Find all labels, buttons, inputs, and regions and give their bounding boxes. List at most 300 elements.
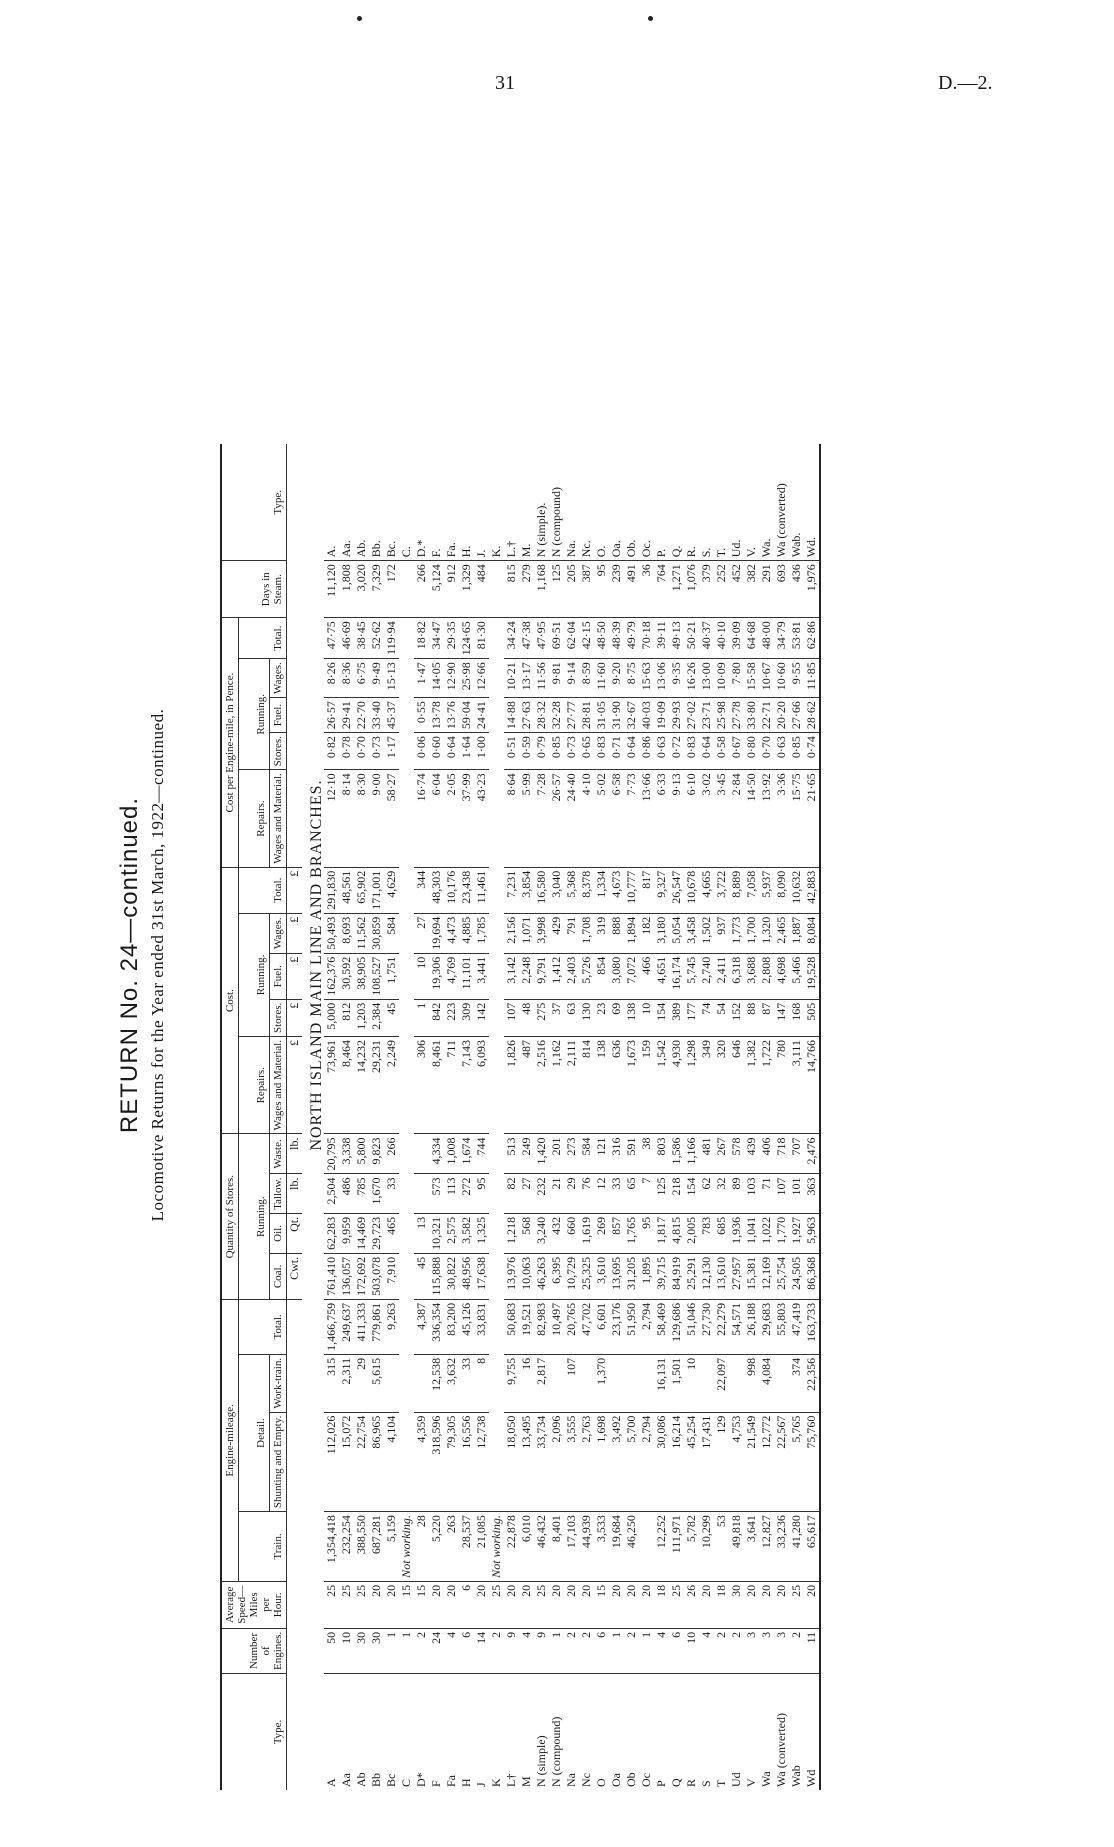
section-block xyxy=(238,140,326,1790)
cell-total: 27,730 xyxy=(699,1299,714,1354)
cell-work: 29 xyxy=(354,1354,369,1412)
cell-n: 2 xyxy=(789,1628,804,1673)
cell-sp: 25 xyxy=(669,1581,684,1628)
cell-cst: 0·63 xyxy=(774,733,789,770)
cell-total: 33,831 xyxy=(474,1299,489,1354)
cell-coal: 39,715 xyxy=(654,1253,669,1299)
cell-cst: 0·85 xyxy=(549,733,564,770)
cell-cst: 0·86 xyxy=(639,733,654,770)
cell-fuel: 162,376 xyxy=(324,953,339,999)
cell-train: 232,254 xyxy=(339,1512,354,1582)
cell-cst: 0·71 xyxy=(609,733,624,770)
cell-crep: 8·14 xyxy=(339,770,354,867)
cell-n: 3 xyxy=(759,1628,774,1673)
cell-fuel: 3,080 xyxy=(609,953,624,999)
cell-st: 63 xyxy=(564,999,579,1036)
cell-cfuel: 27·02 xyxy=(684,698,699,733)
cell-train: 33,236 xyxy=(774,1512,789,1582)
cell-cst: 0·85 xyxy=(789,733,804,770)
cell-oil: 1,817 xyxy=(654,1213,669,1253)
cell-work xyxy=(624,1354,639,1412)
cell-tot: 8,090 xyxy=(774,867,789,913)
cell-tot: 7,058 xyxy=(744,867,759,913)
cell-shunt: 4,359 xyxy=(414,1412,429,1511)
cell-type: Wab xyxy=(789,1765,804,1787)
table-row xyxy=(414,444,429,1790)
cell-cwag: 11·60 xyxy=(594,659,609,698)
cell-work xyxy=(384,1354,399,1412)
cell-type: C xyxy=(399,1778,414,1787)
cell-work xyxy=(579,1354,594,1412)
cell-st: 37 xyxy=(549,999,564,1036)
cell-n: 3 xyxy=(774,1628,789,1673)
cell-cwag: 12·66 xyxy=(474,659,489,698)
cell-cwag: 12·90 xyxy=(444,659,459,698)
cell-cfuel: 59·04 xyxy=(459,698,474,733)
return-subtitle: Locomotive Returns for the Year ended 31st March, 1922—continued. xyxy=(148,708,167,1222)
cell-work: 16,131 xyxy=(654,1354,669,1412)
cell-fuel: 4,769 xyxy=(444,953,459,999)
cell-train: 5,782 xyxy=(684,1512,699,1582)
cell-type: J xyxy=(474,1782,489,1787)
empty-cells xyxy=(489,618,504,1512)
cell-crep: 4·10 xyxy=(579,770,594,867)
cell-oil: 14,469 xyxy=(354,1213,369,1253)
cell-tallow: 21 xyxy=(549,1174,564,1213)
cell-wag: 1,700 xyxy=(744,913,759,953)
cell-coal: 48,956 xyxy=(459,1253,474,1299)
cell-cwag: 16·26 xyxy=(684,659,699,698)
cell-crep: 13·92 xyxy=(759,770,774,867)
cell-oil: 1,041 xyxy=(744,1213,759,1253)
cell-work: 107 xyxy=(564,1354,579,1412)
cell-type2: Ob. xyxy=(624,444,639,561)
cell-work: 1,370 xyxy=(594,1354,609,1412)
cell-coal: 86,368 xyxy=(804,1253,820,1299)
cell-work xyxy=(609,1354,624,1412)
cell-type: N (compound) xyxy=(549,1716,564,1787)
cell-work: 374 xyxy=(789,1354,804,1412)
cell-ctot: 40·10 xyxy=(714,618,729,659)
cell-type2: Oc. xyxy=(639,444,654,561)
cell-n: 2 xyxy=(489,1628,504,1673)
cell-tot: 171,001 xyxy=(369,867,384,913)
cell-cst: 0·78 xyxy=(339,733,354,770)
cell-wag: 584 xyxy=(384,913,399,953)
cell-wag: 8,693 xyxy=(339,913,354,953)
cell-rep: 14,232 xyxy=(354,1037,369,1134)
cell-st: 5,000 xyxy=(324,999,339,1036)
cell-days: 239 xyxy=(609,561,624,618)
cell-type2: Bc. xyxy=(384,444,399,561)
cell-waste: 718 xyxy=(774,1134,789,1174)
cell-fuel: 19,306 xyxy=(429,953,444,999)
cell-rep: 1,382 xyxy=(744,1037,759,1134)
col-cost-stores: Stores. xyxy=(270,999,287,1036)
cell-coal: 31,205 xyxy=(624,1253,639,1299)
cell-wag: 1,785 xyxy=(474,913,489,953)
cell-cst: 0·63 xyxy=(654,733,669,770)
cell-cfuel: 24·41 xyxy=(474,698,489,733)
cell-crep: 6·33 xyxy=(654,770,669,867)
cell-shunt: 318,596 xyxy=(429,1412,444,1511)
table-row xyxy=(504,444,519,1790)
cell-work: 33 xyxy=(459,1354,474,1412)
cell-tot: 8,378 xyxy=(579,867,594,913)
cell-cwag: 11·56 xyxy=(534,659,549,698)
cell-total: 19,521 xyxy=(519,1299,534,1354)
table-row xyxy=(609,444,624,1790)
cell-cfuel: 32·67 xyxy=(624,698,639,733)
cell-sp: 25 xyxy=(324,1581,339,1628)
cell-train: 65,617 xyxy=(804,1512,820,1582)
cell-days: 484 xyxy=(474,561,489,618)
cell-wag: 3,458 xyxy=(684,913,699,953)
cell-coal: 761,410 xyxy=(324,1253,339,1299)
cell-tot: 344 xyxy=(414,867,429,913)
cell-type2: A. xyxy=(324,444,339,561)
cell-sp: 20 xyxy=(774,1581,789,1628)
cell-rep: 646 xyxy=(729,1037,744,1134)
cell-tot: 10,632 xyxy=(789,867,804,913)
cell-ctot: 46·69 xyxy=(339,618,354,659)
cell-rep: 1,826 xyxy=(504,1037,519,1134)
cell-cfuel: 31·05 xyxy=(594,698,609,733)
cell-crep: 6·04 xyxy=(429,770,444,867)
cell-sp: 25 xyxy=(534,1581,549,1628)
cell-wag: 319 xyxy=(594,913,609,953)
cell-oil: 4,815 xyxy=(669,1213,684,1253)
cell-work: 9,755 xyxy=(504,1354,519,1412)
cell-total: 779,861 xyxy=(369,1299,384,1354)
cell-shunt: 3,492 xyxy=(609,1412,624,1511)
cell-n: 9 xyxy=(534,1628,549,1673)
cell-n: 6 xyxy=(594,1628,609,1673)
cell-train: 17,103 xyxy=(564,1512,579,1582)
cell-crep: 7·73 xyxy=(624,770,639,867)
table-row xyxy=(729,444,744,1790)
table-row xyxy=(594,444,609,1790)
cell-n: 50 xyxy=(324,1628,339,1673)
cell-type2: Bb. xyxy=(369,444,384,561)
cell-type2: N (simple). xyxy=(534,444,549,561)
cell-type: Ob xyxy=(624,1772,639,1787)
cell-total: 163,733 xyxy=(804,1299,820,1354)
cell-wag: 3,180 xyxy=(654,913,669,953)
cell-cfuel: 27·78 xyxy=(729,698,744,733)
cell-fuel: 16,174 xyxy=(669,953,684,999)
unit-tallow: lb. xyxy=(287,1174,303,1213)
cell-tot: 9,327 xyxy=(654,867,669,913)
cell-cwag: 15·13 xyxy=(384,659,399,698)
cell-days: 172 xyxy=(384,561,399,618)
cell-cfuel: 33·80 xyxy=(744,698,759,733)
col-cpm-total: Total. xyxy=(239,618,287,659)
cell-waste: 2,476 xyxy=(804,1134,820,1174)
cell-tallow: 785 xyxy=(354,1174,369,1213)
cell-shunt: 75,760 xyxy=(804,1412,820,1511)
cell-coal: 17,638 xyxy=(474,1253,489,1299)
cell-total: 6,601 xyxy=(594,1299,609,1354)
cell-tallow: 27 xyxy=(519,1174,534,1213)
cell-coal: 10,729 xyxy=(564,1253,579,1299)
cell-wag: 1,071 xyxy=(519,913,534,953)
cell-work xyxy=(639,1354,654,1412)
cell-type: Na xyxy=(564,1773,579,1787)
cell-tallow: 107 xyxy=(774,1174,789,1213)
cell-tallow: 272 xyxy=(459,1174,474,1213)
cell-sp: 20 xyxy=(519,1581,534,1628)
cell-crep: 12·10 xyxy=(324,770,339,867)
cell-type2: R. xyxy=(684,444,699,561)
cell-days: 7,329 xyxy=(369,561,384,618)
col-cost-wages-material: Wages and Material. xyxy=(270,1037,287,1134)
cell-waste: 481 xyxy=(699,1134,714,1174)
cell-work xyxy=(549,1354,564,1412)
cell-rep: 2,249 xyxy=(384,1037,399,1134)
cell-n: 9 xyxy=(504,1628,519,1673)
cell-fuel: 7,072 xyxy=(624,953,639,999)
cell-type: Wa xyxy=(759,1771,774,1787)
cell-n: 24 xyxy=(429,1628,444,1673)
cell-ctot: 18·82 xyxy=(414,618,429,659)
cell-tot: 10,777 xyxy=(624,867,639,913)
cell-ctot: 119·94 xyxy=(384,618,399,659)
cell-type: V xyxy=(744,1778,759,1787)
cell-type: S xyxy=(699,1780,714,1787)
cell-total: 45,126 xyxy=(459,1299,474,1354)
table-row xyxy=(399,444,414,1790)
cell-st: 147 xyxy=(774,999,789,1036)
cell-wag: 19,694 xyxy=(429,913,444,953)
cell-st: 2,384 xyxy=(369,999,384,1036)
cell-oil: 1,927 xyxy=(789,1213,804,1253)
cell-crep: 6·10 xyxy=(684,770,699,867)
col-engine-mileage: Engine-mileage. xyxy=(221,1299,239,1581)
cell-n: 30 xyxy=(354,1628,369,1673)
cell-days xyxy=(489,561,504,618)
cell-cst: 0·06 xyxy=(414,733,429,770)
unit-waste: lb. xyxy=(287,1134,303,1174)
cell-coal: 136,057 xyxy=(339,1253,354,1299)
cell-train: 19,684 xyxy=(609,1512,624,1582)
cell-n: 1 xyxy=(549,1628,564,1673)
cell-work: 2,817 xyxy=(534,1354,549,1412)
cell-st: 223 xyxy=(444,999,459,1036)
cell-type: Bb xyxy=(369,1772,384,1787)
cell-shunt: 4,104 xyxy=(384,1412,399,1511)
cell-tot: 817 xyxy=(639,867,654,913)
cell-days: 436 xyxy=(789,561,804,618)
cell-st: 1,203 xyxy=(354,999,369,1036)
cell-oil: 3,240 xyxy=(534,1213,549,1253)
cell-tallow: 62 xyxy=(699,1174,714,1213)
cell-cwag: 9·55 xyxy=(789,659,804,698)
cell-n: 1 xyxy=(639,1628,654,1673)
cell-sp: 20 xyxy=(699,1581,714,1628)
cell-work: 1,501 xyxy=(669,1354,684,1412)
cell-sp: 20 xyxy=(624,1581,639,1628)
cell-ctot: 48·50 xyxy=(594,618,609,659)
table-row xyxy=(489,444,504,1790)
cell-oil: 660 xyxy=(564,1213,579,1253)
cell-cst: 0·74 xyxy=(804,733,820,770)
cell-type: M xyxy=(519,1776,534,1787)
cell-oil: 783 xyxy=(699,1213,714,1253)
cell-type: Wd xyxy=(804,1674,820,1791)
cell-waste: 267 xyxy=(714,1134,729,1174)
cell-cst: 1·64 xyxy=(459,733,474,770)
cell-type: Fa xyxy=(444,1775,459,1787)
cell-type2: C. xyxy=(399,444,414,561)
cell-waste: 273 xyxy=(564,1134,579,1174)
cell-cst: 1·00 xyxy=(474,733,489,770)
cell-rep: 780 xyxy=(774,1037,789,1134)
cell-type2: J. xyxy=(474,444,489,561)
cell-crep: 13·66 xyxy=(639,770,654,867)
cell-type2: L.† xyxy=(504,444,519,561)
cell-train: 6,010 xyxy=(519,1512,534,1582)
cell-st: 48 xyxy=(519,999,534,1036)
cell-shunt: 22,754 xyxy=(354,1412,369,1511)
cell-type2: Wd. xyxy=(804,444,820,561)
cell-cfuel: 45·37 xyxy=(384,698,399,733)
cell-tot: 11,461 xyxy=(474,867,489,913)
cell-rep: 8,464 xyxy=(339,1037,354,1134)
col-cpm-wages-material: Wages and Material. xyxy=(270,770,287,867)
cell-sp: 20 xyxy=(564,1581,579,1628)
cell-fuel: 4,651 xyxy=(654,953,669,999)
cell-oil: 3,582 xyxy=(459,1213,474,1253)
cell-train: 10,299 xyxy=(699,1512,714,1582)
cell-ctot: 34·24 xyxy=(504,618,519,659)
cell-train: 3,533 xyxy=(594,1512,609,1582)
cell-ctot: 29·35 xyxy=(444,618,459,659)
cell-type: O xyxy=(594,1778,609,1787)
cell-cwag: 13·17 xyxy=(519,659,534,698)
cell-work: 2,311 xyxy=(339,1354,354,1412)
cell-days: 1,271 xyxy=(669,561,684,618)
cell-work: 315 xyxy=(324,1354,339,1412)
cell-rep: 1,542 xyxy=(654,1037,669,1134)
cell-st: 10 xyxy=(639,999,654,1036)
cell-waste: 578 xyxy=(729,1134,744,1174)
cell-wag: 1,894 xyxy=(624,913,639,953)
cell-train xyxy=(639,1512,654,1582)
cell-cfuel: 28·62 xyxy=(804,698,820,733)
table-row xyxy=(654,444,669,1790)
cell-fuel: 38,905 xyxy=(354,953,369,999)
cell-fuel: 2,411 xyxy=(714,953,729,999)
cell-wag: 1,773 xyxy=(729,913,744,953)
cell-n: 30 xyxy=(369,1628,384,1673)
cell-cst: 0·64 xyxy=(624,733,639,770)
cell-type: Wa (converted) xyxy=(774,1713,789,1787)
cell-n: 2 xyxy=(729,1628,744,1673)
cell-cwag: 10·67 xyxy=(759,659,774,698)
cell-sp: 30 xyxy=(729,1581,744,1628)
cell-sp: 15 xyxy=(594,1581,609,1628)
cell-work xyxy=(729,1354,744,1412)
cell-sp: 20 xyxy=(639,1581,654,1628)
cell-rep: 320 xyxy=(714,1037,729,1134)
cell-rep: 29,231 xyxy=(369,1037,384,1134)
cell-cwag: 9·49 xyxy=(369,659,384,698)
cell-shunt: 30,086 xyxy=(654,1412,669,1511)
cell-n: 1 xyxy=(399,1628,414,1673)
col-cpm-stores: Stores. xyxy=(270,733,287,770)
cell-st: 152 xyxy=(729,999,744,1036)
cell-wag: 4,885 xyxy=(459,913,474,953)
cell-shunt: 45,254 xyxy=(684,1412,699,1511)
cell-days: 279 xyxy=(519,561,534,618)
cell-total: 82,983 xyxy=(534,1299,549,1354)
cell-waste: 439 xyxy=(744,1134,759,1174)
cell-cfuel: 14·88 xyxy=(504,698,519,733)
page-number: 31 xyxy=(495,72,515,94)
cell-sp: 20 xyxy=(549,1581,564,1628)
cell-cst: 0·79 xyxy=(534,733,549,770)
cell-oil: 2,005 xyxy=(684,1213,699,1253)
cell-coal: 115,888 xyxy=(429,1253,444,1299)
cell-tallow: 76 xyxy=(579,1174,594,1213)
col-work-train: Work-train. xyxy=(270,1354,287,1412)
cell-tallow: 573 xyxy=(429,1174,444,1213)
cell-n: 10 xyxy=(339,1628,354,1673)
cell-sp: 20 xyxy=(369,1581,384,1628)
cell-work: 8 xyxy=(474,1354,489,1412)
cell-fuel: 2,740 xyxy=(699,953,714,999)
cell-days: 1,976 xyxy=(804,561,820,618)
cell-train: 46,432 xyxy=(534,1512,549,1582)
cell-cwag: 8·26 xyxy=(324,659,339,698)
cell-wag: 3,998 xyxy=(534,913,549,953)
cell-n: 2 xyxy=(624,1628,639,1673)
cell-rep: 6,093 xyxy=(474,1037,489,1134)
unit-wages: £ xyxy=(287,913,303,953)
cell-shunt: 129 xyxy=(714,1412,729,1511)
cell-rep: 2,516 xyxy=(534,1037,549,1134)
cell-cfuel: 27·63 xyxy=(519,698,534,733)
cell-work: 22,097 xyxy=(714,1354,729,1412)
cell-shunt: 5,700 xyxy=(624,1412,639,1511)
cell-tot: 48,561 xyxy=(339,867,354,913)
cell-n: 6 xyxy=(669,1628,684,1673)
cell-type: L† xyxy=(504,1773,519,1787)
cell-type2: T. xyxy=(714,444,729,561)
cell-tallow: 113 xyxy=(444,1174,459,1213)
cell-sp: 20 xyxy=(384,1581,399,1628)
cell-sp: 15 xyxy=(399,1581,414,1628)
cell-sp: 20 xyxy=(444,1581,459,1628)
cell-tallow: 33 xyxy=(609,1174,624,1213)
unit-total: £ xyxy=(287,867,303,913)
cell-oil: 1,770 xyxy=(774,1213,789,1253)
cell-cfuel: 27·77 xyxy=(564,698,579,733)
cell-cwag: 25·98 xyxy=(459,659,474,698)
cell-total: 55,803 xyxy=(774,1299,789,1354)
cell-sp: 18 xyxy=(714,1581,729,1628)
cell-wag: 2,156 xyxy=(504,913,519,953)
cell-train: 111,971 xyxy=(669,1512,684,1582)
cell-coal: 24,505 xyxy=(789,1253,804,1299)
unit-stores: £ xyxy=(287,999,303,1036)
col-cpm-repairs: Repairs. xyxy=(239,770,270,867)
cell-type: H xyxy=(459,1778,474,1787)
cell-cst: 1·17 xyxy=(384,733,399,770)
col-cpm-fuel: Fuel. xyxy=(270,698,287,733)
cell-cst: 0·67 xyxy=(729,733,744,770)
